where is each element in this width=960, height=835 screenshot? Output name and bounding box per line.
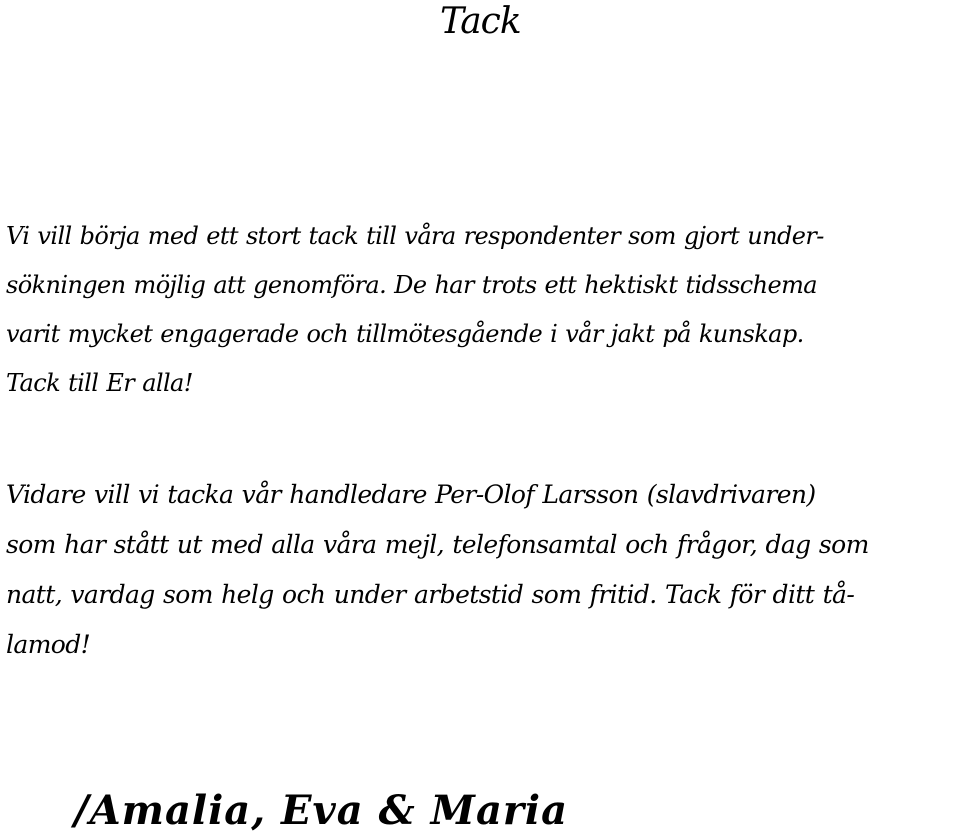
thanks-supervisor-paragraph: [6, 470, 954, 670]
signature: /Amalia, Eva & Maria: [74, 787, 569, 834]
paragraph-line: varit mycket engagerade och tillmötesgående i vår jakt på kunskap.: [6, 320, 804, 348]
paragraph-line: lamod!: [6, 630, 91, 659]
thanks-respondents-paragraph: [6, 212, 954, 408]
paragraph-line: natt, vardag som helg och under arbetstid som fritid. Tack för ditt tå-: [6, 580, 855, 609]
paragraph-line: som har stått ut med alla våra mejl, telefonsamtal och frågor, dag som: [6, 530, 869, 559]
page-title: Tack: [440, 1, 521, 42]
paragraph-line: Vidare vill vi tacka vår handledare Per-Olof Larsson (slavdrivaren): [6, 480, 816, 509]
paragraph-line: sökningen möjlig att genomföra. De har trots ett hektiskt tidsschema: [6, 271, 817, 299]
paragraph-line: Tack till Er alla!: [6, 369, 193, 397]
paragraph-line: Vi vill börja med ett stort tack till våra respondenter som gjort under-: [6, 222, 824, 250]
